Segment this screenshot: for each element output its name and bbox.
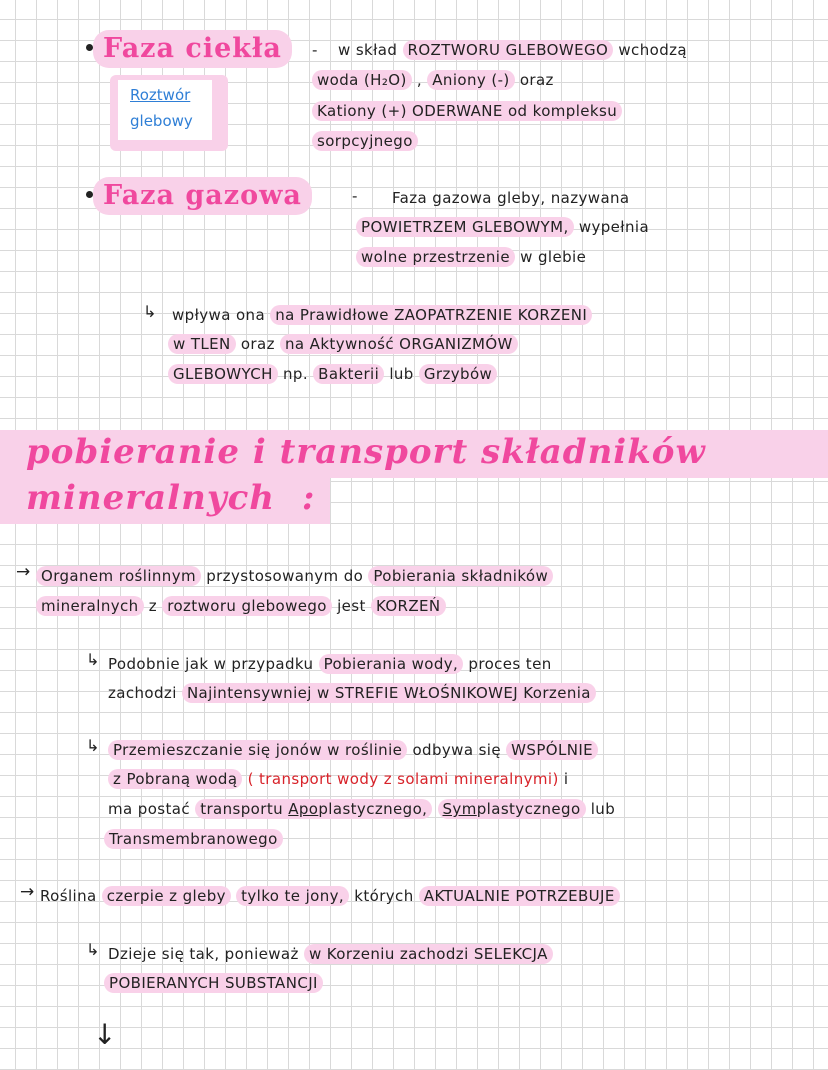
text-span: lub [590, 800, 616, 818]
highlight-term: Pobierania wody, [319, 654, 464, 674]
highlight-term: POWIETRZEM GLEBOWYM, [356, 217, 574, 237]
text [108, 654, 552, 674]
highlight-term: Pobierania składników [368, 566, 553, 586]
highlight-term: na Prawidłowe ZAOPATRZENIE KORZENI [270, 305, 592, 325]
text [312, 131, 418, 151]
sub-arrow-icon: ↳ [86, 650, 100, 669]
text [356, 217, 649, 237]
text-span: zachodzi [108, 684, 177, 702]
highlight-term: Aniony (-) [427, 70, 514, 90]
highlight-term: Transmembranowego [104, 829, 283, 849]
text [168, 334, 518, 354]
highlight-term: mineralnych [36, 596, 144, 616]
sub-arrow-icon: ↳ [86, 736, 100, 755]
text-span: plastycznego, [318, 800, 428, 818]
text-span: oraz [240, 335, 275, 353]
text-span: lub [389, 365, 414, 383]
text-span: Podobnie jak w przypadku [108, 655, 314, 673]
highlight-term: GLEBOWYCH [168, 364, 278, 384]
text-span: Dzieje się tak, ponieważ [108, 945, 299, 963]
text-span: odbywa się [412, 741, 501, 759]
text-span: których [354, 887, 414, 905]
text-span: ma postać [108, 800, 191, 818]
text: Faza gazowa gleby, nazywana [392, 189, 630, 207]
highlight-term: Najintensywniej w STREFIE WŁOŚNIKOWEJ Korzenia [182, 683, 596, 703]
sub-arrow-icon: ↳ [86, 940, 100, 959]
text [312, 101, 622, 121]
text-span: np. [283, 365, 308, 383]
highlight-term: czerpie z gleby [102, 886, 231, 906]
text [108, 799, 615, 819]
dash: - [352, 187, 358, 205]
sub-arrow-icon: ↳ [143, 302, 157, 321]
highlight-term: Kationy (+) ODERWANE od kompleksu [312, 101, 622, 121]
highlight-term: WSPÓLNIE [506, 740, 598, 760]
section-title-liquid-phase: Faza ciekła [93, 30, 292, 68]
down-arrow-icon: ↓ [93, 1018, 117, 1051]
text [108, 944, 553, 964]
text-span: wypełnia [578, 218, 650, 236]
text-span: i [563, 770, 569, 788]
main-heading-colon: : [301, 478, 316, 518]
text-span: wchodzą [618, 41, 687, 59]
text-span: oraz [519, 71, 554, 89]
underlined-prefix: Sym [442, 800, 477, 818]
text [312, 70, 554, 90]
text [356, 247, 586, 267]
highlight-term [195, 799, 432, 819]
highlight-term: Grzybów [419, 364, 497, 384]
highlight-term: wolne przestrzenie [356, 247, 515, 267]
text-span: z [148, 597, 158, 615]
highlight-term: w TLEN [168, 334, 236, 354]
text-span: przystosowanym do [206, 567, 364, 585]
highlight-term: w Korzeniu zachodzi SELEKCJA [304, 944, 553, 964]
text-span: proces ten [468, 655, 552, 673]
highlight-term: POBIERANYCH SUBSTANCJI [104, 973, 323, 993]
side-box-label-2: glebowy [130, 112, 193, 130]
underlined-prefix: Apo [288, 800, 319, 818]
text [36, 596, 446, 616]
red-note: ( transport wody z solami mineralnymi) [247, 770, 559, 788]
highlight-term: na Aktywność ORGANIZMÓW [280, 334, 518, 354]
highlight-term: Przemieszczanie się jonów w roślinie [108, 740, 407, 760]
text-span: Roślina [40, 887, 97, 905]
text-span: w skład [338, 41, 398, 59]
highlight-term [438, 799, 586, 819]
highlight-term: sorpcyjnego [312, 131, 418, 151]
section-title-gas-phase: Faza gazowa [93, 177, 312, 215]
bullet-dot [86, 44, 93, 51]
bullet-dot [86, 191, 93, 198]
highlight-term: woda (H₂O) [312, 70, 412, 90]
highlight-term: Organem roślinnym [36, 566, 201, 586]
text [108, 769, 568, 789]
main-heading-line-2 [26, 478, 315, 518]
text [108, 740, 598, 760]
text-span: w glebie [520, 248, 587, 266]
text [172, 305, 592, 325]
text [168, 364, 497, 384]
side-box-soil-solution [110, 75, 228, 151]
text-span: , [416, 71, 423, 89]
text [104, 973, 323, 993]
text-span: plastycznego [476, 800, 581, 818]
text [36, 566, 553, 586]
side-box-label-1: Roztwór [130, 86, 191, 104]
text [338, 40, 687, 60]
highlight-term: roztworu glebowego [162, 596, 332, 616]
text [40, 886, 620, 906]
highlight-term: ROZTWORU GLEBOWEGO [403, 40, 614, 60]
highlight-term: z Pobraną wodą [108, 769, 242, 789]
text-span: wpływa ona [172, 306, 266, 324]
main-heading-word: mineralnych [26, 478, 275, 518]
text [104, 829, 283, 849]
highlight-term: KORZEŃ [371, 596, 446, 616]
dash: - [312, 41, 318, 59]
arrow-icon: → [16, 562, 31, 582]
highlight-term: AKTUALNIE POTRZEBUJE [419, 886, 620, 906]
text [108, 683, 596, 703]
arrow-icon: → [20, 882, 35, 902]
text-span: transportu [200, 800, 284, 818]
text-span: jest [337, 597, 366, 615]
highlight-term: tylko te jony, [236, 886, 349, 906]
main-heading-line-1: pobieranie i transport składników [26, 432, 706, 472]
highlight-term: Bakterii [313, 364, 384, 384]
